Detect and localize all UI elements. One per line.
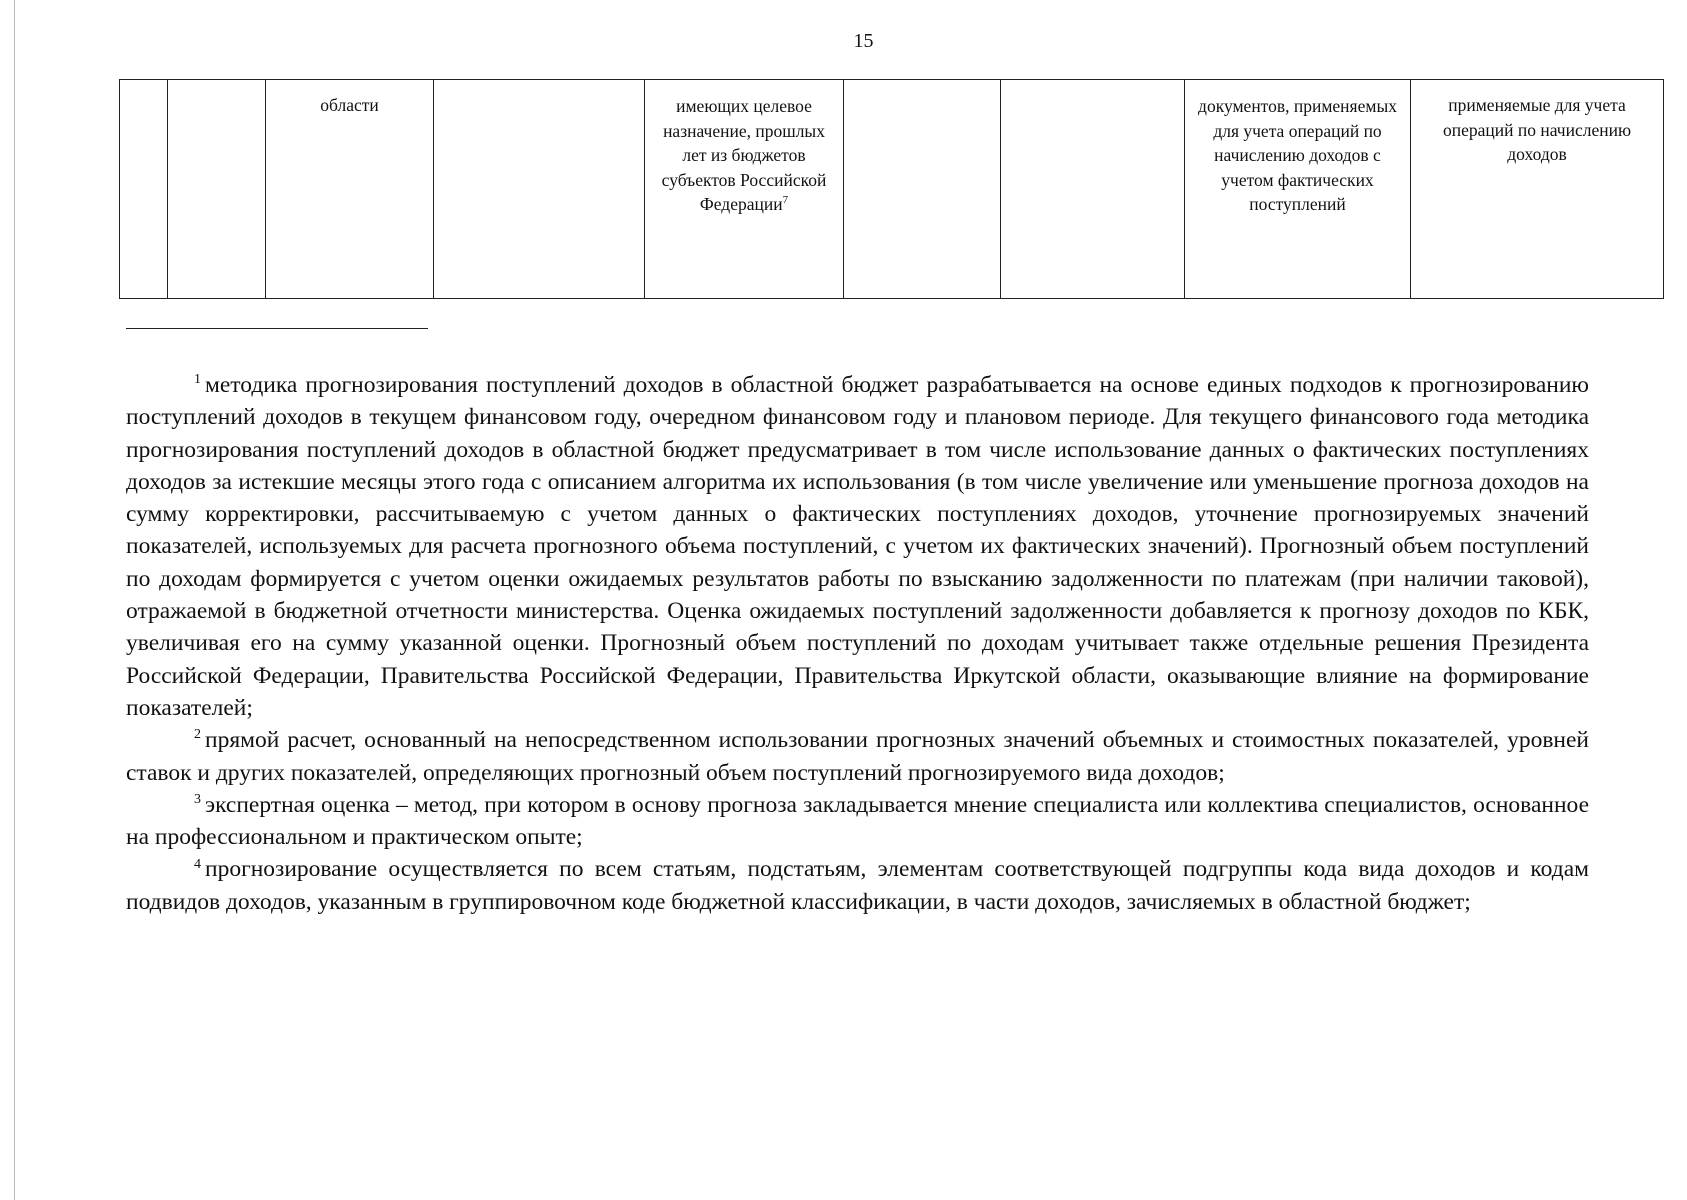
table-cell <box>645 80 844 299</box>
table-cell <box>844 80 1001 299</box>
footnote-mark: 1 <box>194 372 201 388</box>
footnote-mark: 4 <box>194 856 201 872</box>
footnote-text: экспертная оценка – метод, при котором в основу прогноза закладывается мнение специалиста или коллектива специалистов, основанное на профессиональном и практическом опыте; <box>126 791 1589 851</box>
table-cell <box>1001 80 1185 299</box>
cell-text: области <box>320 95 379 115</box>
table-cell <box>120 80 168 299</box>
table-cell <box>168 80 266 299</box>
table-row <box>120 80 1664 299</box>
page-number: 15 <box>853 30 874 52</box>
footnote <box>126 853 1589 918</box>
table-cell <box>434 80 645 299</box>
footnote-text: прямой расчет, основанный на непосредственном использовании прогнозных значений объемных и стоимостных показателей, уровней ставок и других показателей, определяющих прогнозный объем поступлений прогнозируемого вида доходов; <box>126 727 1589 786</box>
continuation-table <box>119 79 1664 299</box>
table-cell <box>266 80 434 299</box>
footnote-mark: 2 <box>194 727 201 743</box>
footnotes <box>126 369 1589 918</box>
footnote <box>126 724 1589 789</box>
footnote-text: методика прогнозирования поступлений доходов в областной бюджет разрабатывается на основе единых подходов к прогнозированию поступлений доходов в текущем финансовом году, очередном финансовом году и плановом периоде. Для текущего финансового года методика прогнозирования поступлений доходов в областной бюджет предусматривает в том числе использование данных о фактических поступлениях доходов за истекшие месяцы этого года с описанием алгоритма их использования (в том числе увеличение или уменьшение прогноза доходов на сумму корректировки, рассчитываемую с учетом данных о фактических поступлениях доходов, уточнение прогнозируемых значений показателей, используемых для расчета прогнозного объема поступлений, с учетом их фактических значений). Прогнозный объем поступлений по доходам формируется с учетом оценки ожидаемых результатов работы по взысканию задолженности по платежам (при наличии таковой), отражаемой в бюджетной отчетности министерства. Оценка ожидаемых поступлений задолженности добавляется к прогнозу доходов по КБК, увеличивая его на сумму указанной оценки. Прогнозный объем поступлений по доходам учитывает также отдельные решения Президента Российской Федерации, Правительства Российской Федерации, Правительства Иркутской области, оказывающие влияние на формирование показателей; <box>126 372 1589 721</box>
cell-text: применяемые для учета операций по начислению доходов <box>1442 95 1632 164</box>
page-margin-line <box>14 0 15 1200</box>
footnote-text: прогнозирование осуществляется по всем статьям, подстатьям, элементам соответствующей подгруппы кода вида доходов и кодам подвидов доходов, указанным в группировочном коде бюджетной классификации, в части доходов, зачисляемых в областной бюджет; <box>126 856 1589 915</box>
footnote <box>126 789 1589 854</box>
cell-text: имеющих целевое назначение, прошлых лет из бюджетов субъектов Российской Федерации <box>661 96 827 214</box>
table-cell <box>1185 80 1411 299</box>
footnote-separator <box>126 328 428 329</box>
table-cell <box>1411 80 1664 299</box>
footnote-mark: 3 <box>194 792 201 808</box>
cell-text: документов, применяемых для учета операций по начислению доходов с учетом фактических поступлений <box>1198 96 1397 214</box>
footnote-ref: 7 <box>782 194 789 207</box>
footnote <box>126 369 1589 724</box>
